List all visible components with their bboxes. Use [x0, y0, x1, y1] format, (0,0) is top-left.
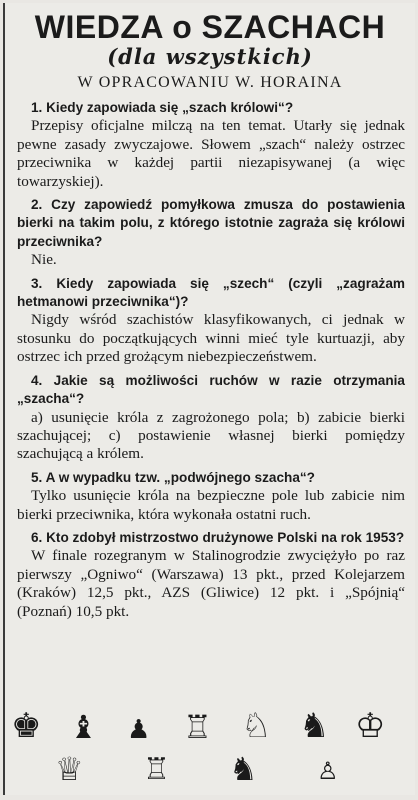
- king-icon: ♔: [355, 706, 386, 746]
- king-icon: ♚: [11, 706, 42, 746]
- rook-icon: ♖: [183, 708, 212, 746]
- qa-item: [17, 99, 405, 191]
- masthead: [5, 9, 415, 95]
- answer: Tylko usunięcie króla na bezpieczne pole lub zabicie nim bierki przeciwnika, która wykonała ostatni ruch.: [17, 487, 405, 523]
- answer: Nie.: [31, 251, 57, 269]
- qa-item: [17, 196, 405, 270]
- column-title: WIEDZA o SZACHACH: [34, 9, 386, 45]
- column-byline: W OPRACOWANIU W. HORAINA: [77, 74, 343, 91]
- qa-item: [17, 529, 405, 621]
- knight-icon: ♘: [241, 706, 272, 746]
- answer: Nigdy wśród szachistów klasyfikowanych, ci jednak w stosunku do początkujących winni mieć tyle kurtuazji, aby ostrzec ich przed grożącym niebezpieczeństwem.: [17, 311, 405, 366]
- question: 5. A w wypadku tzw. „podwójnego szacha“?: [31, 469, 315, 485]
- pawn-icon: ♙: [317, 757, 339, 785]
- chess-pieces-decoration: [5, 707, 415, 795]
- question: 3. Kiedy zapowiada się „szech“ (czyli „zagrażam hetmanowi przeciwnika“)?: [17, 275, 405, 310]
- queen-icon: ♕: [55, 750, 84, 788]
- qa-list: [5, 99, 415, 621]
- column-subtitle: (dla wszystkich): [107, 44, 313, 69]
- pawn-icon: ♟: [127, 715, 151, 745]
- question: 2. Czy zapowiedź pomyłkowa zmusza do postawienia bierki na takim polu, z którego istotnie zagraża się królowi przeciwnika?: [17, 197, 405, 249]
- newspaper-clipping: [3, 3, 415, 795]
- answer: a) usunięcie króla z zagrożonego pola; b) zabicie bierki szachującej; c) postawienie własnej bierki pomiędzy szachującą a królem.: [17, 408, 405, 463]
- question: 1. Kiedy zapowiada się „szach królowi“?: [31, 100, 294, 115]
- rook-icon: ♖: [143, 752, 170, 787]
- qa-item: [17, 372, 405, 464]
- qa-item: [17, 275, 405, 367]
- knight-icon: ♞: [299, 706, 330, 746]
- qa-item: [17, 469, 405, 524]
- answer: Przepisy oficjalne milczą na ten temat. Utarły się jednak pewne zasady zwyczajowe. Słowem „szach“ należy ostrzec przeciwnika w każdej partii niezapisywanej (a więc towarzyskiej).: [17, 117, 405, 190]
- question: 4. Jakie są możliwości ruchów w razie otrzymania „szacha“?: [17, 372, 405, 407]
- question: 6. Kto zdobył mistrzostwo drużynowe Polski na rok 1953?: [31, 529, 405, 545]
- answer: W finale rozegranym w Stalinogrodzie zwyciężyło po raz pierwszy „Ogniwo“ (Warszawa) 13 pkt., przed Kolejarzem (Kraków) 12,5 pkt., AZS (Gliwice) 12 pkt. i „Spójnią“ (Poznań) 10,5 pkt.: [17, 547, 405, 620]
- bishop-icon: ♝: [69, 708, 98, 746]
- knight-icon: ♞: [229, 750, 258, 788]
